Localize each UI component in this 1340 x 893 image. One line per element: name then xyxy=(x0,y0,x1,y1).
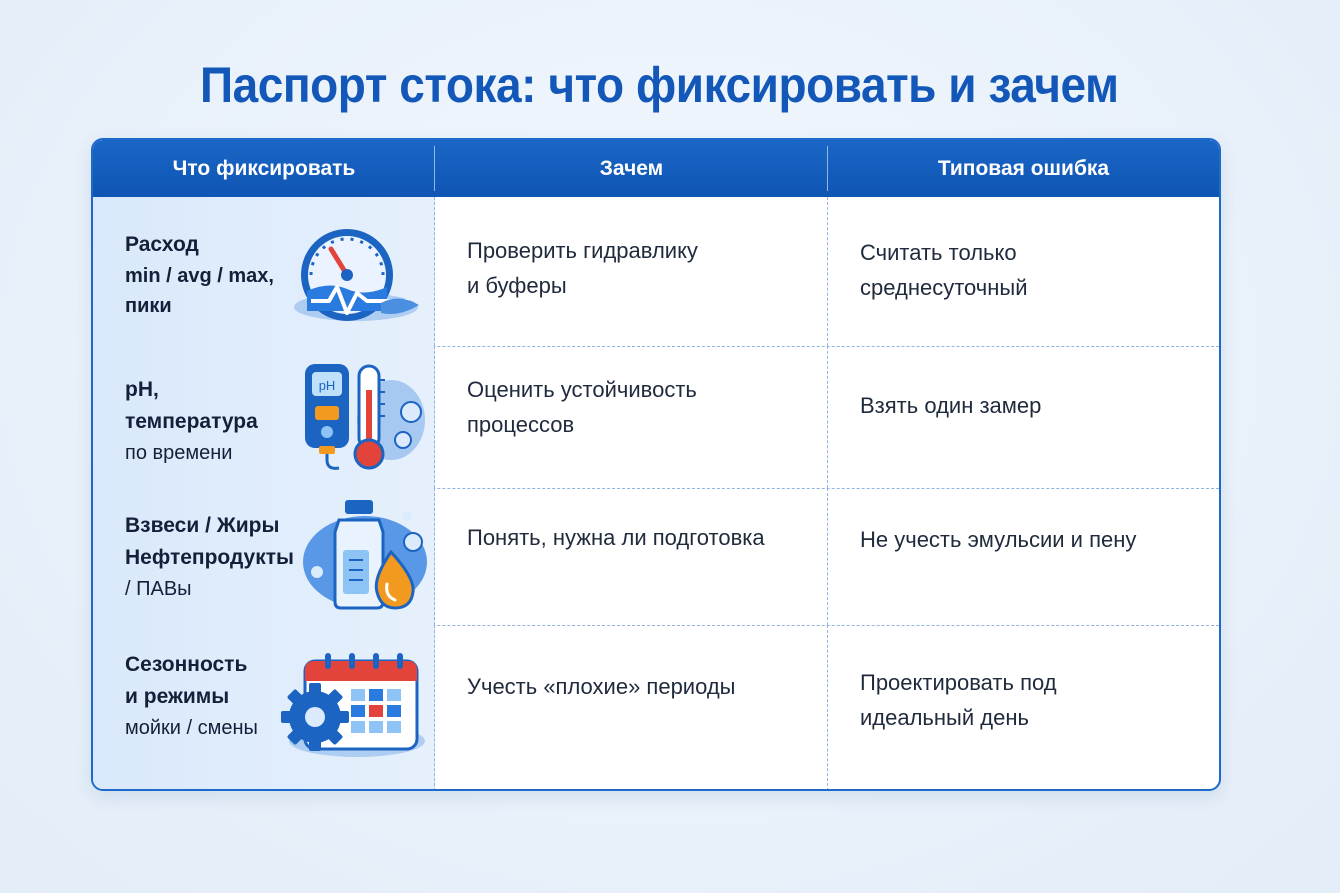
header-what: Что фиксировать xyxy=(93,140,435,197)
mistake-line: идеальный день xyxy=(860,705,1029,730)
calendar-gear-icon xyxy=(279,651,429,763)
what-sublabel: по времени xyxy=(125,442,233,464)
what-label: Взвеси / Жиры xyxy=(125,514,280,537)
table-row xyxy=(93,197,1219,347)
what-label: Нефтепродукты xyxy=(125,546,294,569)
table-header xyxy=(93,140,1219,197)
why-line: и буферы xyxy=(467,273,567,298)
why-line: Понять, нужна ли подготовка xyxy=(467,525,765,550)
table-row xyxy=(93,346,1219,489)
what-cell xyxy=(93,197,435,346)
why-cell xyxy=(435,346,828,488)
passport-table xyxy=(91,138,1221,791)
why-line: процессов xyxy=(467,412,575,437)
flow-gauge-icon xyxy=(289,225,423,325)
table-row xyxy=(93,488,1219,626)
what-label: температура xyxy=(125,410,258,433)
mistake-cell xyxy=(828,346,1219,488)
sample-bottle-oil-drop-icon xyxy=(299,498,429,616)
what-sublabel: пики xyxy=(125,295,172,317)
mistake-line: Не учесть эмульсии и пену xyxy=(860,527,1137,552)
what-label: pH, xyxy=(125,378,159,401)
what-label: и режимы xyxy=(125,685,230,708)
table-body xyxy=(93,197,1219,789)
why-cell xyxy=(435,625,828,791)
what-cell xyxy=(93,488,435,625)
what-label: Расход xyxy=(125,233,199,256)
what-label: Сезонность xyxy=(125,653,248,676)
what-sublabel: min / avg / max, xyxy=(125,265,274,287)
what-cell xyxy=(93,346,435,488)
mistake-cell xyxy=(828,197,1219,346)
what-cell xyxy=(93,625,435,791)
why-line: Проверить гидравлику xyxy=(467,238,698,263)
mistake-line: среднесуточный xyxy=(860,275,1028,300)
mistake-line: Проектировать под xyxy=(860,670,1057,695)
ph-display-text: pH xyxy=(318,378,336,393)
header-why: Зачем xyxy=(435,140,828,197)
why-cell xyxy=(435,197,828,346)
mistake-line: Взять один замер xyxy=(860,393,1042,418)
mistake-cell xyxy=(828,625,1219,791)
table-row xyxy=(93,625,1219,791)
why-line: Оценить устойчивость xyxy=(467,377,697,402)
why-line: Учесть «плохие» периоды xyxy=(467,674,736,699)
page-title: Паспорт стока: что фиксировать и зачем xyxy=(200,57,1119,113)
why-cell xyxy=(435,488,828,625)
mistake-line: Считать только xyxy=(860,240,1017,265)
ph-meter-thermometer-icon xyxy=(299,360,429,476)
header-mistake: Типовая ошибка xyxy=(937,156,1110,180)
what-sublabel: мойки / смены xyxy=(125,717,258,739)
mistake-cell xyxy=(828,488,1219,625)
what-sublabel: / ПАВы xyxy=(125,578,192,600)
